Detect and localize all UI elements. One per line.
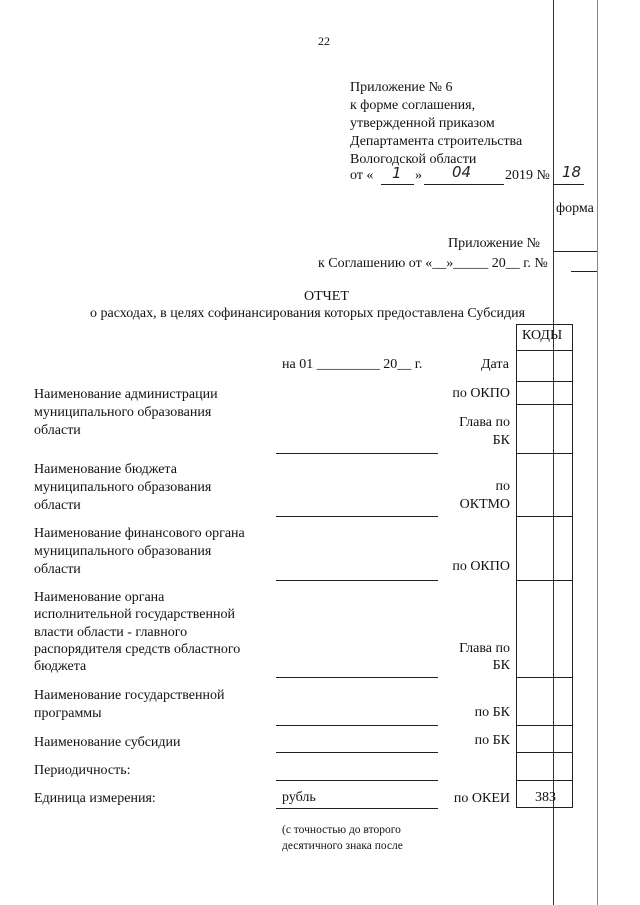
row-finorg-label-2: муниципального образования [34, 544, 212, 559]
date-year: 2019 № [505, 168, 550, 183]
date-day-handwritten: 1 [392, 164, 402, 182]
codes-header: КОДЫ [522, 328, 563, 343]
row-finorg-code: по ОКПО [452, 559, 510, 574]
code-sep [516, 677, 572, 678]
row-program-code: по БК [474, 705, 510, 720]
code-sep [516, 580, 572, 581]
attachment-label: Приложение № [448, 236, 540, 251]
date-mid: » [415, 168, 422, 183]
report-date-line: на 01 _________ 20__ г. [282, 357, 423, 372]
row-organ-fill-line [276, 677, 438, 678]
row-program-label-2: программы [34, 706, 102, 721]
row-budget-code-2: ОКТМО [459, 497, 510, 512]
row-finorg-fill-line [276, 580, 438, 581]
code-sep [516, 404, 572, 405]
date-month-handwritten: 04 [452, 163, 472, 181]
row-admin-fill-line [276, 453, 438, 454]
agreement-line: к Соглашению от «__»_____ 20__ г. № [318, 256, 548, 271]
row-unit-value: рубль [282, 790, 316, 805]
row-unit-fill-line [276, 808, 438, 809]
row-budget-label-2: муниципального образования [34, 480, 212, 495]
forma-label: форма [556, 201, 594, 216]
header-line-3: утвержденной приказом [350, 116, 495, 131]
row-organ-code-glava: Глава по [459, 641, 510, 656]
row-subsidy-code: по БК [474, 733, 510, 748]
row-admin-label-2: муниципального образования [34, 405, 212, 420]
row-budget-label-1: Наименование бюджета [34, 462, 177, 477]
attachment-number-line [553, 251, 597, 252]
code-sep [516, 725, 572, 726]
row-admin-code-bk: БК [492, 433, 510, 448]
report-subtitle: о расходах, в целях софинансирования которых предоставлена Субсидия [90, 306, 526, 321]
precision-note-1: (с точностью до второго [282, 824, 401, 836]
row-organ-label-2: исполнительной государственной [34, 607, 235, 622]
row-finorg-label-1: Наименование финансового органа [34, 526, 245, 541]
row-subsidy-label: Наименование субсидии [34, 735, 181, 750]
header-line-4: Департамента строительства [350, 134, 523, 149]
row-program-fill-line [276, 725, 438, 726]
header-line-1: Приложение № 6 [350, 80, 453, 95]
row-periodicity-fill-line [276, 780, 438, 781]
code-sep [516, 453, 572, 454]
precision-note-2: десятичного знака после [282, 840, 403, 852]
row-organ-label-5: бюджета [34, 659, 87, 674]
date-number-line [554, 184, 584, 185]
row-unit-code: по ОКЕИ [453, 791, 510, 806]
row-finorg-label-3: области [34, 562, 81, 577]
date-number-handwritten: 18 [562, 163, 582, 181]
code-sep [516, 752, 572, 753]
report-title: ОТЧЕТ [304, 289, 349, 304]
row-program-label-1: Наименование государственной [34, 688, 225, 703]
row-unit-label: Единица измерения: [34, 791, 156, 806]
row-admin-label-1: Наименование администрации [34, 387, 218, 402]
date-month-line [424, 184, 504, 185]
row-admin-code-okpo: по ОКПО [452, 386, 510, 401]
date-prefix: от « [350, 168, 374, 183]
code-sep [516, 381, 572, 382]
page-number: 22 [318, 34, 330, 48]
row-organ-label-3: власти области - главного [34, 625, 188, 640]
okei-code-value: 383 [535, 790, 556, 805]
page-edge-line [597, 0, 598, 905]
row-subsidy-fill-line [276, 752, 438, 753]
date-day-line [381, 184, 414, 185]
agreement-number-line [571, 271, 597, 272]
row-admin-code-glava: Глава по [459, 415, 510, 430]
row-budget-fill-line [276, 516, 438, 517]
row-periodicity-label: Периодичность: [34, 763, 131, 778]
row-budget-code-1: по [495, 479, 510, 494]
code-sep [516, 780, 572, 781]
code-sep [516, 516, 572, 517]
date-code-label: Дата [481, 357, 509, 372]
header-line-2: к форме соглашения, [350, 98, 476, 113]
row-organ-label-1: Наименование органа [34, 590, 165, 605]
header-line-5: Вологодской области [350, 152, 477, 167]
row-organ-label-4: распорядителя средств областного [34, 642, 241, 657]
row-organ-code-bk: БК [492, 658, 510, 673]
row-budget-label-3: области [34, 498, 81, 513]
row-admin-label-3: области [34, 423, 81, 438]
codes-column [516, 350, 573, 808]
